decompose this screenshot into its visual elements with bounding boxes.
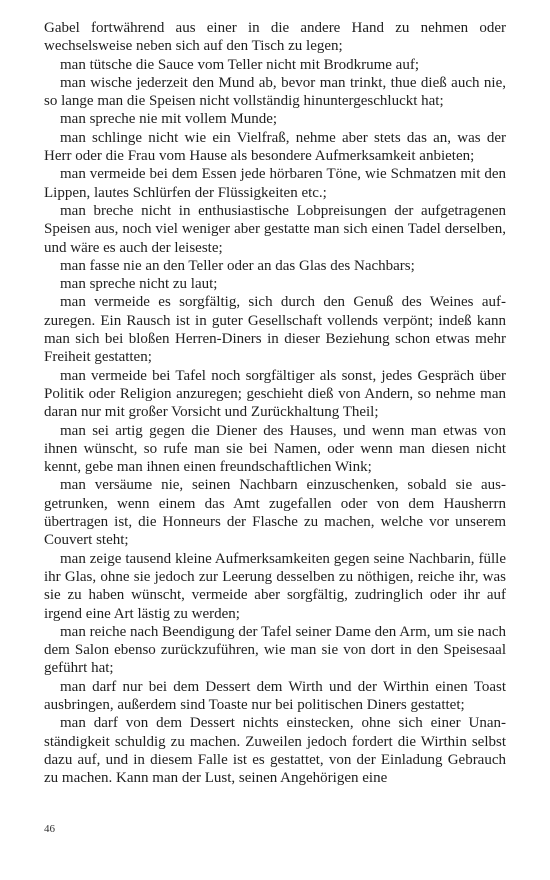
paragraph: man vermeide bei Tafel noch sorgfältiger als sonst, jedes Gespräch über Politik oder Religion anzuregen; geschieht dieß von Andern, so nehme man daran nur mit großer Vorsicht und Zurückhaltung Theil; xyxy=(44,367,506,421)
paragraph: man schlinge nicht wie ein Vielfraß, nehme aber stets das an, was der Herr oder die Frau vom Hause als besondere Aufmerksamkeit anbieten; xyxy=(44,129,506,165)
paragraph: man darf nur bei dem Dessert dem Wirth und der Wirthin einen Toast ausbringen, außerdem sind Toaste nur bei politischen Diners gestattet; xyxy=(44,678,506,713)
paragraph: man breche nicht in enthusiastische Lobpreisungen der aufgetragenen Speisen aus, noch viel weniger aber gestatte man sich einen Tadel derselben, und wäre es auch der leiseste; xyxy=(44,202,506,256)
paragraph: man tütsche die Sauce vom Teller nicht mit Brodkrume auf; xyxy=(60,56,419,73)
body-text xyxy=(44,19,506,787)
paragraph: man reiche nach Beendigung der Tafel seiner Dame den Arm, um sie nach dem Salon ebenso zurückzuführen, wie man sie von dort in den Speisesaal geführt hat; xyxy=(44,623,506,677)
paragraph: man zeige tausend kleine Aufmerksamkeiten gegen seine Nachbarin, fülle ihr Glas, ohne sie jedoch zur Leerung desselben zu nöthigen, reiche ihr, was sie zu haben wünscht, vermeide aber sorgfältig, zudringlich oder ihr auf irgend eine Art lästig zu werden; xyxy=(44,550,506,622)
paragraph: man sei artig gegen die Diener des Hauses, und wenn man etwas von ihnen wünscht, so rufe man sie bei Namen, oder wenn man diesen nicht kennt, gebe man ihnen einen freundschaftlichen Wink; xyxy=(44,422,506,476)
paragraph: man spreche nicht zu laut; xyxy=(60,276,218,293)
paragraph: man vermeide es sorgfältig, sich durch den Genuß des Weines aufzuregen. Ein Rausch ist in guter Gesellschaft vollends verpönt; indeß kann man sich bei bloßen Herren-Diners in dieser Beziehung schon etwas mehr Freiheit gestatten; xyxy=(44,294,506,366)
paragraph: man fasse nie an den Teller oder an das Glas des Nachbars; xyxy=(60,257,415,274)
paragraph: man vermeide bei dem Essen jede hörbaren Töne, wie Schmatzen mit den Lippen, lautes Schlürfen der Flüssigkeiten etc.; xyxy=(44,166,506,201)
paragraph: man versäume nie, seinen Nachbarn einzuschenken, sobald sie ausgetrunken, wenn einem das Amt zugefallen oder von dem Hausherrn übertragen ist, die Honneurs der Flasche zu machen, welche vor unserem Couvert steht; xyxy=(44,477,506,549)
paragraph: man spreche nie mit vollem Munde; xyxy=(60,111,278,128)
paragraph: Gabel fortwährend aus einer in die andere Hand zu nehmen oder wechselsweise neben sich auf den Tisch zu legen; xyxy=(44,20,506,55)
page-number: 46 xyxy=(44,823,55,835)
paragraph: man wische jederzeit den Mund ab, bevor man trinkt, thue dieß auch nie, so lange man die Speisen nicht vollständig hinuntergeschluckt hat; xyxy=(44,74,506,110)
paragraph: man darf von dem Dessert nichts einstecken, ohne sich einer Unanständigkeit schuldig zu machen. Zuweilen jedoch fordert die Wirthin selbst dazu auf, und in diesem Falle ist es gestattet, von der Einladung Gebrauch zu machen. Kann man der Lust, seinen Angehörigen eine xyxy=(44,715,506,787)
